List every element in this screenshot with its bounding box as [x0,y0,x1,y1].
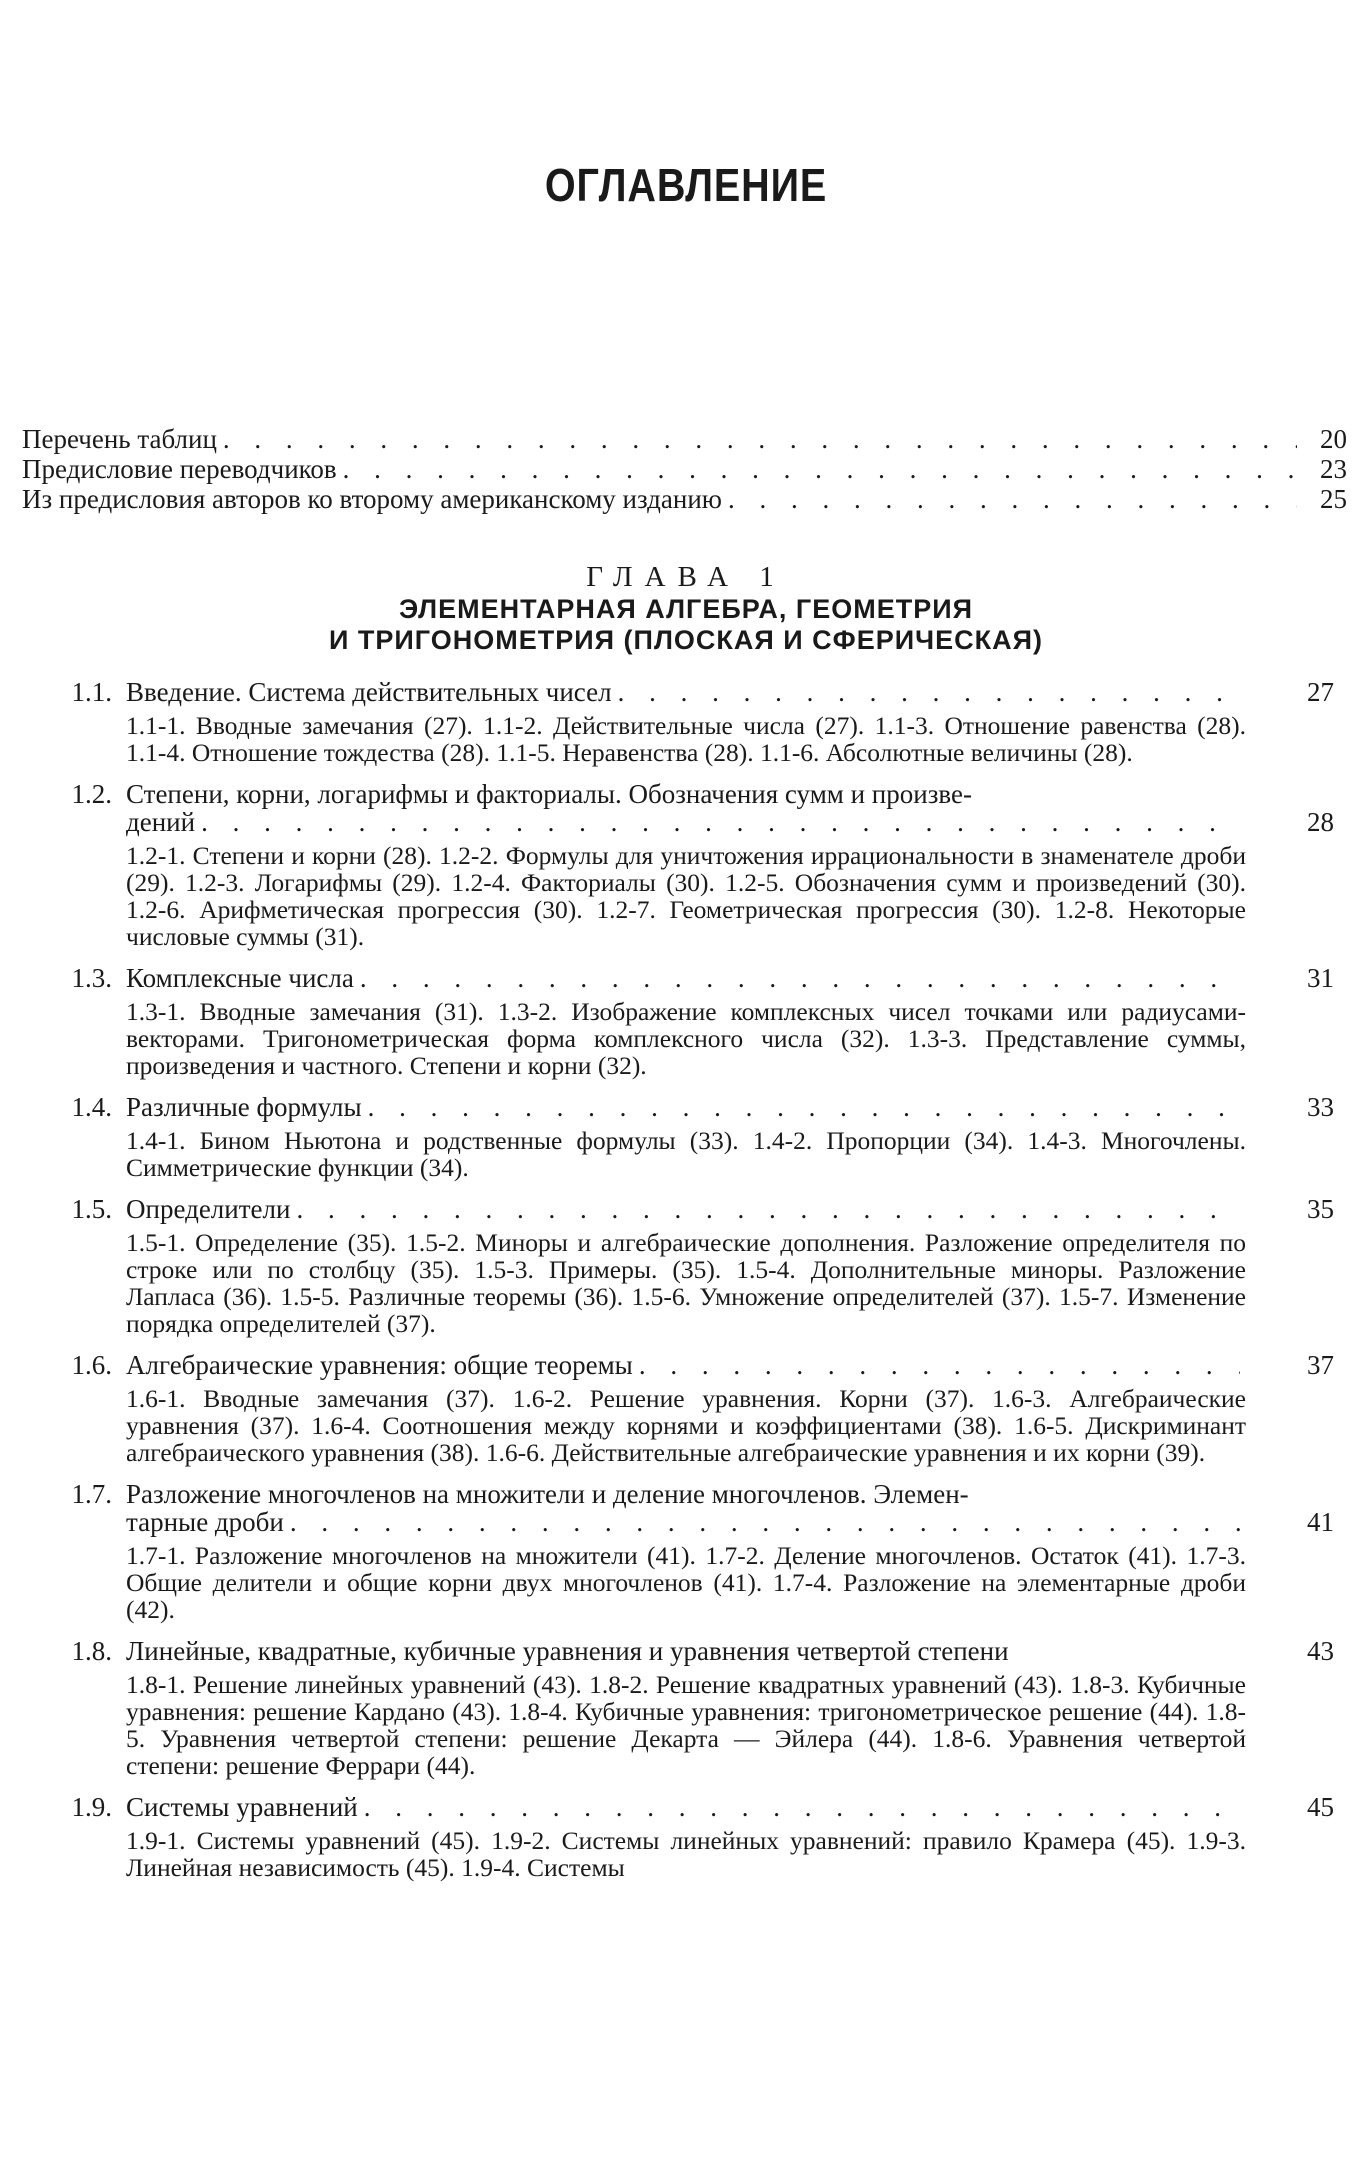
chapter-title-line-1: ЭЛЕМЕНТАРНАЯ АЛГЕБРА, ГЕОМЕТРИЯ [398,594,974,624]
front-matter-page: 25 [1320,484,1347,514]
section-number: 1.2. [71,779,112,809]
dot-leader [368,1093,1240,1121]
dot-leader [296,1195,1240,1223]
section-title-continuation: тарные дроби [126,1507,284,1537]
front-matter-title: Перечень таблиц [22,424,217,454]
section-page: 41 [1307,1507,1334,1537]
section-page: 27 [1307,677,1334,707]
section-title: Линейные, квадратные, кубичные уравнения и уравнения четвертой степени [126,1636,1009,1666]
section-entry [0,1793,1372,1881]
section-entry [0,1351,1372,1466]
section-entry [0,1637,1372,1779]
subsection-list: 1.6-1. Вводные замечания (37). 1.6-2. Решение уравнения. Корни (37). 1.6-3. Алгебраические уравнения (37). 1.6-4. Соотношения между корнями и коэффициентами (38). 1.6-5. Дискриминант алгебраического уравнения (38). 1.6-6. Действительные алгебраические уравнения и их корни (39). [126,1384,1246,1467]
section-number: 1.8. [71,1636,112,1666]
section-page: 33 [1307,1092,1334,1122]
dot-leader [343,454,1297,484]
front-matter-title: Из предисловия авторов ко второму американскому изданию [22,484,722,514]
chapter-label: ГЛАВА 1 [586,561,786,593]
section-title: Степени, корни, логарифмы и факториалы. Обозначения сумм и произве- [126,779,972,809]
section-title: Различные формулы [126,1092,362,1122]
section-number: 1.6. [71,1350,112,1380]
front-matter-page: 20 [1320,424,1347,454]
section-number: 1.7. [71,1479,112,1509]
chapter-title-line-2: И ТРИГОНОМЕТРИЯ (ПЛОСКАЯ И СФЕРИЧЕСКАЯ) [328,625,1044,655]
section-title: Введение. Система действительных чисел [126,677,612,707]
section-page: 43 [1307,1636,1334,1666]
section-entry [0,1480,1372,1623]
front-matter-item [22,454,1347,484]
dot-leader [201,808,1240,836]
section-list [0,678,1372,1895]
section-number: 1.5. [71,1194,112,1224]
subsection-list: 1.7-1. Разложение многочленов на множители (41). 1.7-2. Деление многочленов. Остаток (41). 1.7-3. Общие делители и общие корни двух многочленов (41). 1.7-4. Разложение на элементарные дроби (42). [126,1541,1246,1624]
subsection-list: 1.9-1. Системы уравнений (45). 1.9-2. Системы линейных уравнений: правило Крамера (45). 1.9-3. Линейная независимость (45). 1.9-4. Системы [126,1826,1246,1882]
front-matter-list [22,424,1347,514]
section-title: Комплексные числа [126,963,354,993]
section-page: 31 [1307,963,1334,993]
section-entry [0,678,1372,766]
front-matter-title: Предисловие переводчиков [22,454,337,484]
front-matter-item [22,424,1347,454]
section-number: 1.9. [71,1792,112,1822]
section-entry [0,780,1372,950]
section-title-continuation: дений [126,807,196,837]
dot-leader [290,1508,1240,1536]
subsection-list: 1.3-1. Вводные замечания (31). 1.3-2. Изображение комплексных чисел точками или радиусами-векторами. Тригонометрическая форма комплексного числа (32). 1.3-3. Представление суммы, произведения и частного. Степени и корни (32). [126,997,1246,1080]
section-number: 1.3. [71,963,112,993]
subsection-list: 1.5-1. Определение (35). 1.5-2. Миноры и алгебраические дополнения. Разложение определителя по строке или по столбцу (35). 1.5-3. Примеры. (35). 1.5-4. Дополнительные миноры. Разложение Лапласа (36). 1.5-5. Различные теоремы (36). 1.5-6. Умножение определителей (37). 1.5-7. Изменение порядка определителей (37). [126,1228,1246,1338]
page-title: ОГЛАВЛЕНИЕ [544,159,828,211]
front-matter-item [22,484,1347,514]
section-page: 45 [1307,1792,1334,1822]
section-number: 1.4. [71,1092,112,1122]
section-page: 28 [1307,807,1334,837]
chapter-heading [0,560,1372,656]
section-page: 37 [1307,1350,1334,1380]
section-entry [0,964,1372,1079]
dot-leader [223,424,1297,454]
section-title: Системы уравнений [126,1792,358,1822]
section-title: Определители [126,1194,291,1224]
section-title: Разложение многочленов на множители и деление многочленов. Элемен- [126,1479,969,1509]
dot-leader [639,1351,1240,1379]
section-entry [0,1093,1372,1181]
dot-leader [364,1793,1240,1821]
subsection-list: 1.4-1. Бином Ньютона и родственные формулы (33). 1.4-2. Пропорции (34). 1.4-3. Многочлены. Симметрические функции (34). [126,1126,1246,1182]
subsection-list: 1.2-1. Степени и корни (28). 1.2-2. Формулы для уничтожения иррациональности в знаменателе дроби (29). 1.2-3. Логарифмы (29). 1.2-4. Факториалы (30). 1.2-5. Обозначения сумм и произведений (30). 1.2-6. Арифметическая прогрессия (30). 1.2-7. Геометрическая прогрессия (30). 1.2-8. Некоторые числовые суммы (31). [126,841,1246,951]
section-title: Алгебраические уравнения: общие теоремы [126,1350,633,1380]
subsection-list: 1.1-1. Вводные замечания (27). 1.1-2. Действительные числа (27). 1.1-3. Отношение равенства (28). 1.1-4. Отношение тождества (28). 1.1-5. Неравенства (28). 1.1-6. Абсолютные величины (28). [126,711,1246,767]
front-matter-page: 23 [1320,454,1347,484]
dot-leader [360,964,1240,992]
dot-leader [618,678,1240,706]
subsection-list: 1.8-1. Решение линейных уравнений (43). 1.8-2. Решение квадратных уравнений (43). 1.8-3. Кубичные уравнения: решение Кардано (43). 1.8-4. Кубичные уравнения: тригонометрическое решение (44). 1.8-5. Уравнения четвертой степени: решение Декарта — Эйлера (44). 1.8-6. Уравнения четвертой степени: решение Феррари (44). [126,1670,1246,1780]
section-number: 1.1. [71,677,112,707]
dot-leader [728,484,1297,514]
section-page: 35 [1307,1194,1334,1224]
section-entry [0,1195,1372,1337]
